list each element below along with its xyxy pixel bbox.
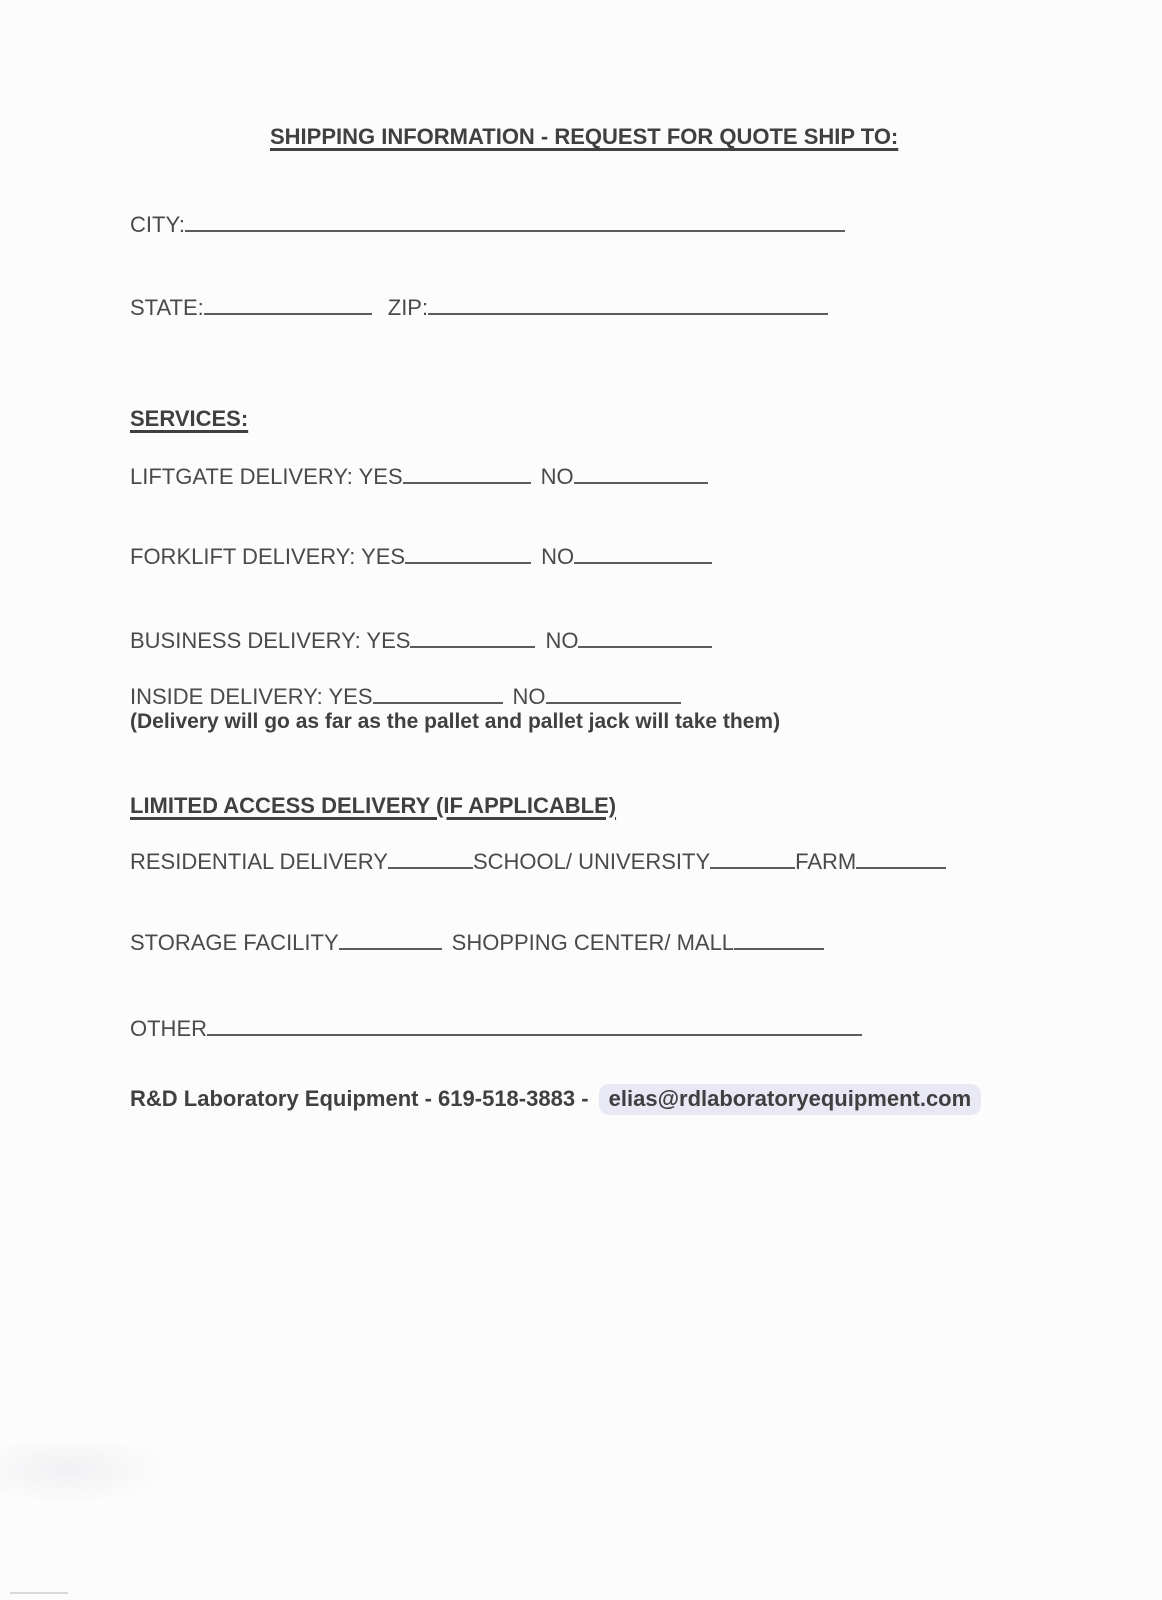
inside-delivery-note: (Delivery will go as far as the pallet and pallet jack will take them) bbox=[130, 710, 781, 733]
footer-dash-1: - bbox=[424, 1086, 432, 1111]
other-label: OTHER bbox=[130, 1016, 207, 1041]
forklift-delivery-row bbox=[130, 544, 712, 569]
scan-edge-artifact bbox=[10, 1592, 68, 1594]
zip-label: ZIP: bbox=[387, 295, 429, 320]
company-name: R&D Laboratory Equipment bbox=[130, 1086, 419, 1111]
city-field-row bbox=[130, 212, 845, 237]
inside-yes-blank bbox=[373, 700, 503, 704]
liftgate-no-blank bbox=[574, 480, 708, 484]
footer-dash-2: - bbox=[581, 1086, 589, 1111]
residential-blank bbox=[388, 865, 473, 869]
school-university-blank bbox=[710, 865, 795, 869]
form-title: SHIPPING INFORMATION - REQUEST FOR QUOTE SHIP TO: bbox=[270, 124, 899, 149]
storage-facility-blank bbox=[339, 946, 442, 950]
farm-label: FARM bbox=[795, 849, 857, 874]
liftgate-no-label: NO bbox=[540, 464, 574, 489]
storage-facility-label: STORAGE FACILITY bbox=[130, 930, 339, 955]
shopping-center-label: SHOPPING CENTER/ MALL bbox=[451, 930, 735, 955]
forklift-yes-blank bbox=[405, 560, 531, 564]
business-delivery-row bbox=[130, 628, 712, 653]
forklift-no-label: NO bbox=[541, 544, 575, 569]
state-blank-line bbox=[204, 311, 372, 315]
other-blank-line bbox=[207, 1032, 862, 1036]
inside-delivery-row bbox=[130, 684, 681, 709]
zip-blank-line bbox=[428, 311, 828, 315]
shopping-center-blank bbox=[734, 946, 824, 950]
farm-blank bbox=[856, 865, 946, 869]
business-yes-label: BUSINESS DELIVERY: YES bbox=[130, 628, 411, 653]
phone-number: 619-518-3883 bbox=[438, 1086, 576, 1111]
scan-noise-artifact bbox=[0, 1445, 170, 1505]
liftgate-yes-blank bbox=[403, 480, 531, 484]
city-label: CITY: bbox=[130, 212, 186, 237]
residential-delivery-label: RESIDENTIAL DELIVERY bbox=[130, 849, 388, 874]
state-label: STATE: bbox=[130, 295, 204, 320]
limited-access-row-2 bbox=[130, 930, 824, 955]
state-zip-field-row bbox=[130, 295, 828, 320]
inside-yes-label: INSIDE DELIVERY: YES bbox=[130, 684, 373, 709]
email-link[interactable]: elias@rdlaboratoryequipment.com bbox=[599, 1084, 982, 1115]
forklift-yes-label: FORKLIFT DELIVERY: YES bbox=[130, 544, 406, 569]
business-no-blank bbox=[578, 644, 712, 648]
contact-footer bbox=[130, 1086, 981, 1111]
business-no-label: NO bbox=[545, 628, 579, 653]
inside-no-blank bbox=[546, 700, 681, 704]
services-heading: SERVICES: bbox=[130, 406, 249, 431]
business-yes-blank bbox=[410, 644, 535, 648]
liftgate-delivery-row bbox=[130, 464, 708, 489]
inside-no-label: NO bbox=[512, 684, 546, 709]
school-university-label: SCHOOL/ UNIVERSITY bbox=[472, 849, 711, 874]
other-field-row bbox=[130, 1016, 862, 1041]
city-blank-line bbox=[185, 228, 845, 232]
limited-access-heading: LIMITED ACCESS DELIVERY (IF APPLICABLE) bbox=[130, 793, 617, 818]
forklift-no-blank bbox=[574, 560, 712, 564]
liftgate-yes-label: LIFTGATE DELIVERY: YES bbox=[130, 464, 403, 489]
limited-access-row-1 bbox=[130, 849, 946, 874]
